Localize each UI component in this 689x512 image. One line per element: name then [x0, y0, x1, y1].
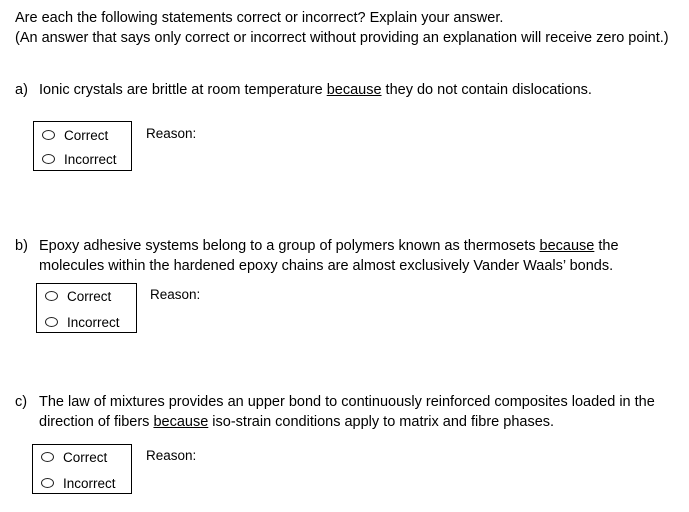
question-a-text: Ionic crystals are brittle at room temperature because they do not contain dislocations. [39, 82, 592, 98]
radio-button-icon[interactable] [42, 130, 55, 140]
question-a-label: a) [15, 82, 28, 98]
instructions [15, 8, 675, 48]
instructions-line-2: (An answer that says only correct or incorrect without providing an explanation will receive zero point.) [15, 30, 669, 46]
answer-box-b [36, 283, 137, 333]
option-incorrect-c[interactable]: Incorrect [41, 474, 116, 492]
question-b-label: b) [15, 238, 28, 254]
question-c-label: c) [15, 394, 28, 410]
question-b [15, 236, 675, 276]
question-c-text: The law of mixtures provides an upper bond to continuously reinforced composites loaded in the direction of fibers because iso-strain conditions apply to matrix and fibre phases. [39, 394, 655, 430]
radio-button-icon[interactable] [45, 317, 58, 327]
answer-box-c [32, 444, 132, 494]
reason-label-c: Reason: [146, 448, 197, 463]
answer-box-a [33, 121, 132, 171]
reason-label-b: Reason: [150, 287, 201, 302]
radio-button-icon[interactable] [41, 478, 54, 488]
radio-button-icon[interactable] [42, 154, 55, 164]
question-b-text: Epoxy adhesive systems belong to a group of polymers known as thermosets because the molecules within the hardened epoxy chains are almost exclusively Vander Waals’ bonds. [39, 238, 619, 274]
question-a [15, 80, 675, 100]
radio-button-icon[interactable] [41, 452, 54, 462]
option-incorrect-b[interactable]: Incorrect [45, 313, 120, 331]
option-correct-a[interactable]: Correct [42, 126, 108, 144]
option-correct-c[interactable]: Correct [41, 448, 107, 466]
reason-label-a: Reason: [146, 126, 197, 141]
instructions-line-1: Are each the following statements correct or incorrect? Explain your answer. [15, 10, 504, 26]
option-incorrect-a[interactable]: Incorrect [42, 150, 117, 168]
option-correct-b[interactable]: Correct [45, 287, 111, 305]
radio-button-icon[interactable] [45, 291, 58, 301]
question-c [15, 392, 675, 432]
